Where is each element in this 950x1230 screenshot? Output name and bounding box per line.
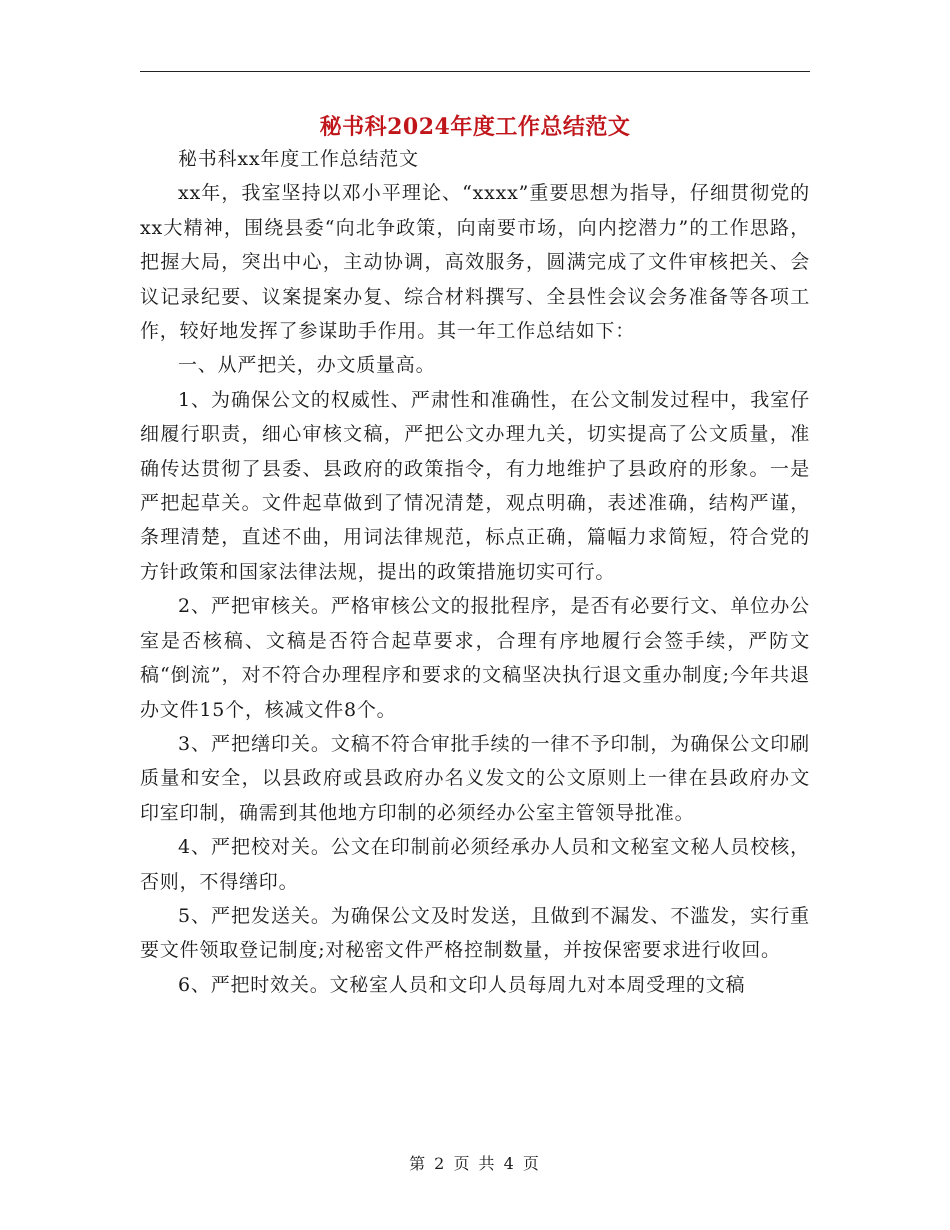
subtitle-paragraph: 秘书科xx年度工作总结范文 <box>178 148 419 170</box>
item-paragraph-4: 4、严把校对关。公文在印制前必须经承办人员和文秘室文秘人员校核，否则，不得缮印。 <box>140 836 810 893</box>
item-paragraph-6: 6、严把时效关。文秘室人员和文印人员每周九对本周受理的文稿 <box>178 973 746 996</box>
item-paragraph-5: 5、严把发送关。为确保公文及时发送，且做到不漏发、不滥发，实行重要文件领取登记制度;对秘密文件严格控制数量，并按保密要求进行收回。 <box>140 904 810 962</box>
document-title: 秘书科2024年度工作总结范文 <box>319 114 631 140</box>
header-rule <box>140 71 810 72</box>
item-paragraph-2: 2、严把审核关。严格审核公文的报批程序，是否有必要行文、单位办公室是否核稿、文稿是否符合起草要求，合理有序地履行会签手续，严防文稿“倒流”，对不符合办理程序和要求的文稿坚决执行退文重办制度;今年共退办文件15个，核减文件8个。 <box>140 595 810 721</box>
page-number: 第 2 页 共 4 页 <box>409 1154 541 1173</box>
document-body <box>140 142 810 1002</box>
item-paragraph-1: 1、为确保公文的权威性、严肃性和准确性，在公文制发过程中，我室仔细履行职责，细心审核文稿，严把公文办理九关，切实提高了公文质量，准确传达贯彻了县委、县政府的政策指令，有力地维护了县政府的形象。一是严把起草关。文件起草做到了情况清楚，观点明确，表述准确，结构严谨，条理清楚，直述不曲，用词法律规范，标点正确，篇幅力求简短，符合党的方针政策和国家法律法规，提出的政策措施切实可行。 <box>140 388 810 583</box>
item-paragraph-3: 3、严把缮印关。文稿不符合审批手续的一律不予印制，为确保公文印刷质量和安全，以县政府或县政府办名义发文的公文原则上一律在县政府办文印室印制，确需到其他地方印制的必须经办公室主管领导批准。 <box>140 732 810 824</box>
intro-paragraph: xx年，我室坚持以邓小平理论、“xxxx”重要思想为指导，仔细贯彻党的xx大精神，围绕县委“向北争政策，向南要市场，向内挖潜力”的工作思路，把握大局，突出中心，主动协调，高效服务，圆满完成了文件审核把关、会议记录纪要、议案提案办复、综合材料撰写、全县性会议会务准备等各项工作，较好地发挥了参谋助手作用。其一年工作总结如下： <box>140 182 810 343</box>
section-heading: 一、从严把关，办文质量高。 <box>178 354 436 377</box>
